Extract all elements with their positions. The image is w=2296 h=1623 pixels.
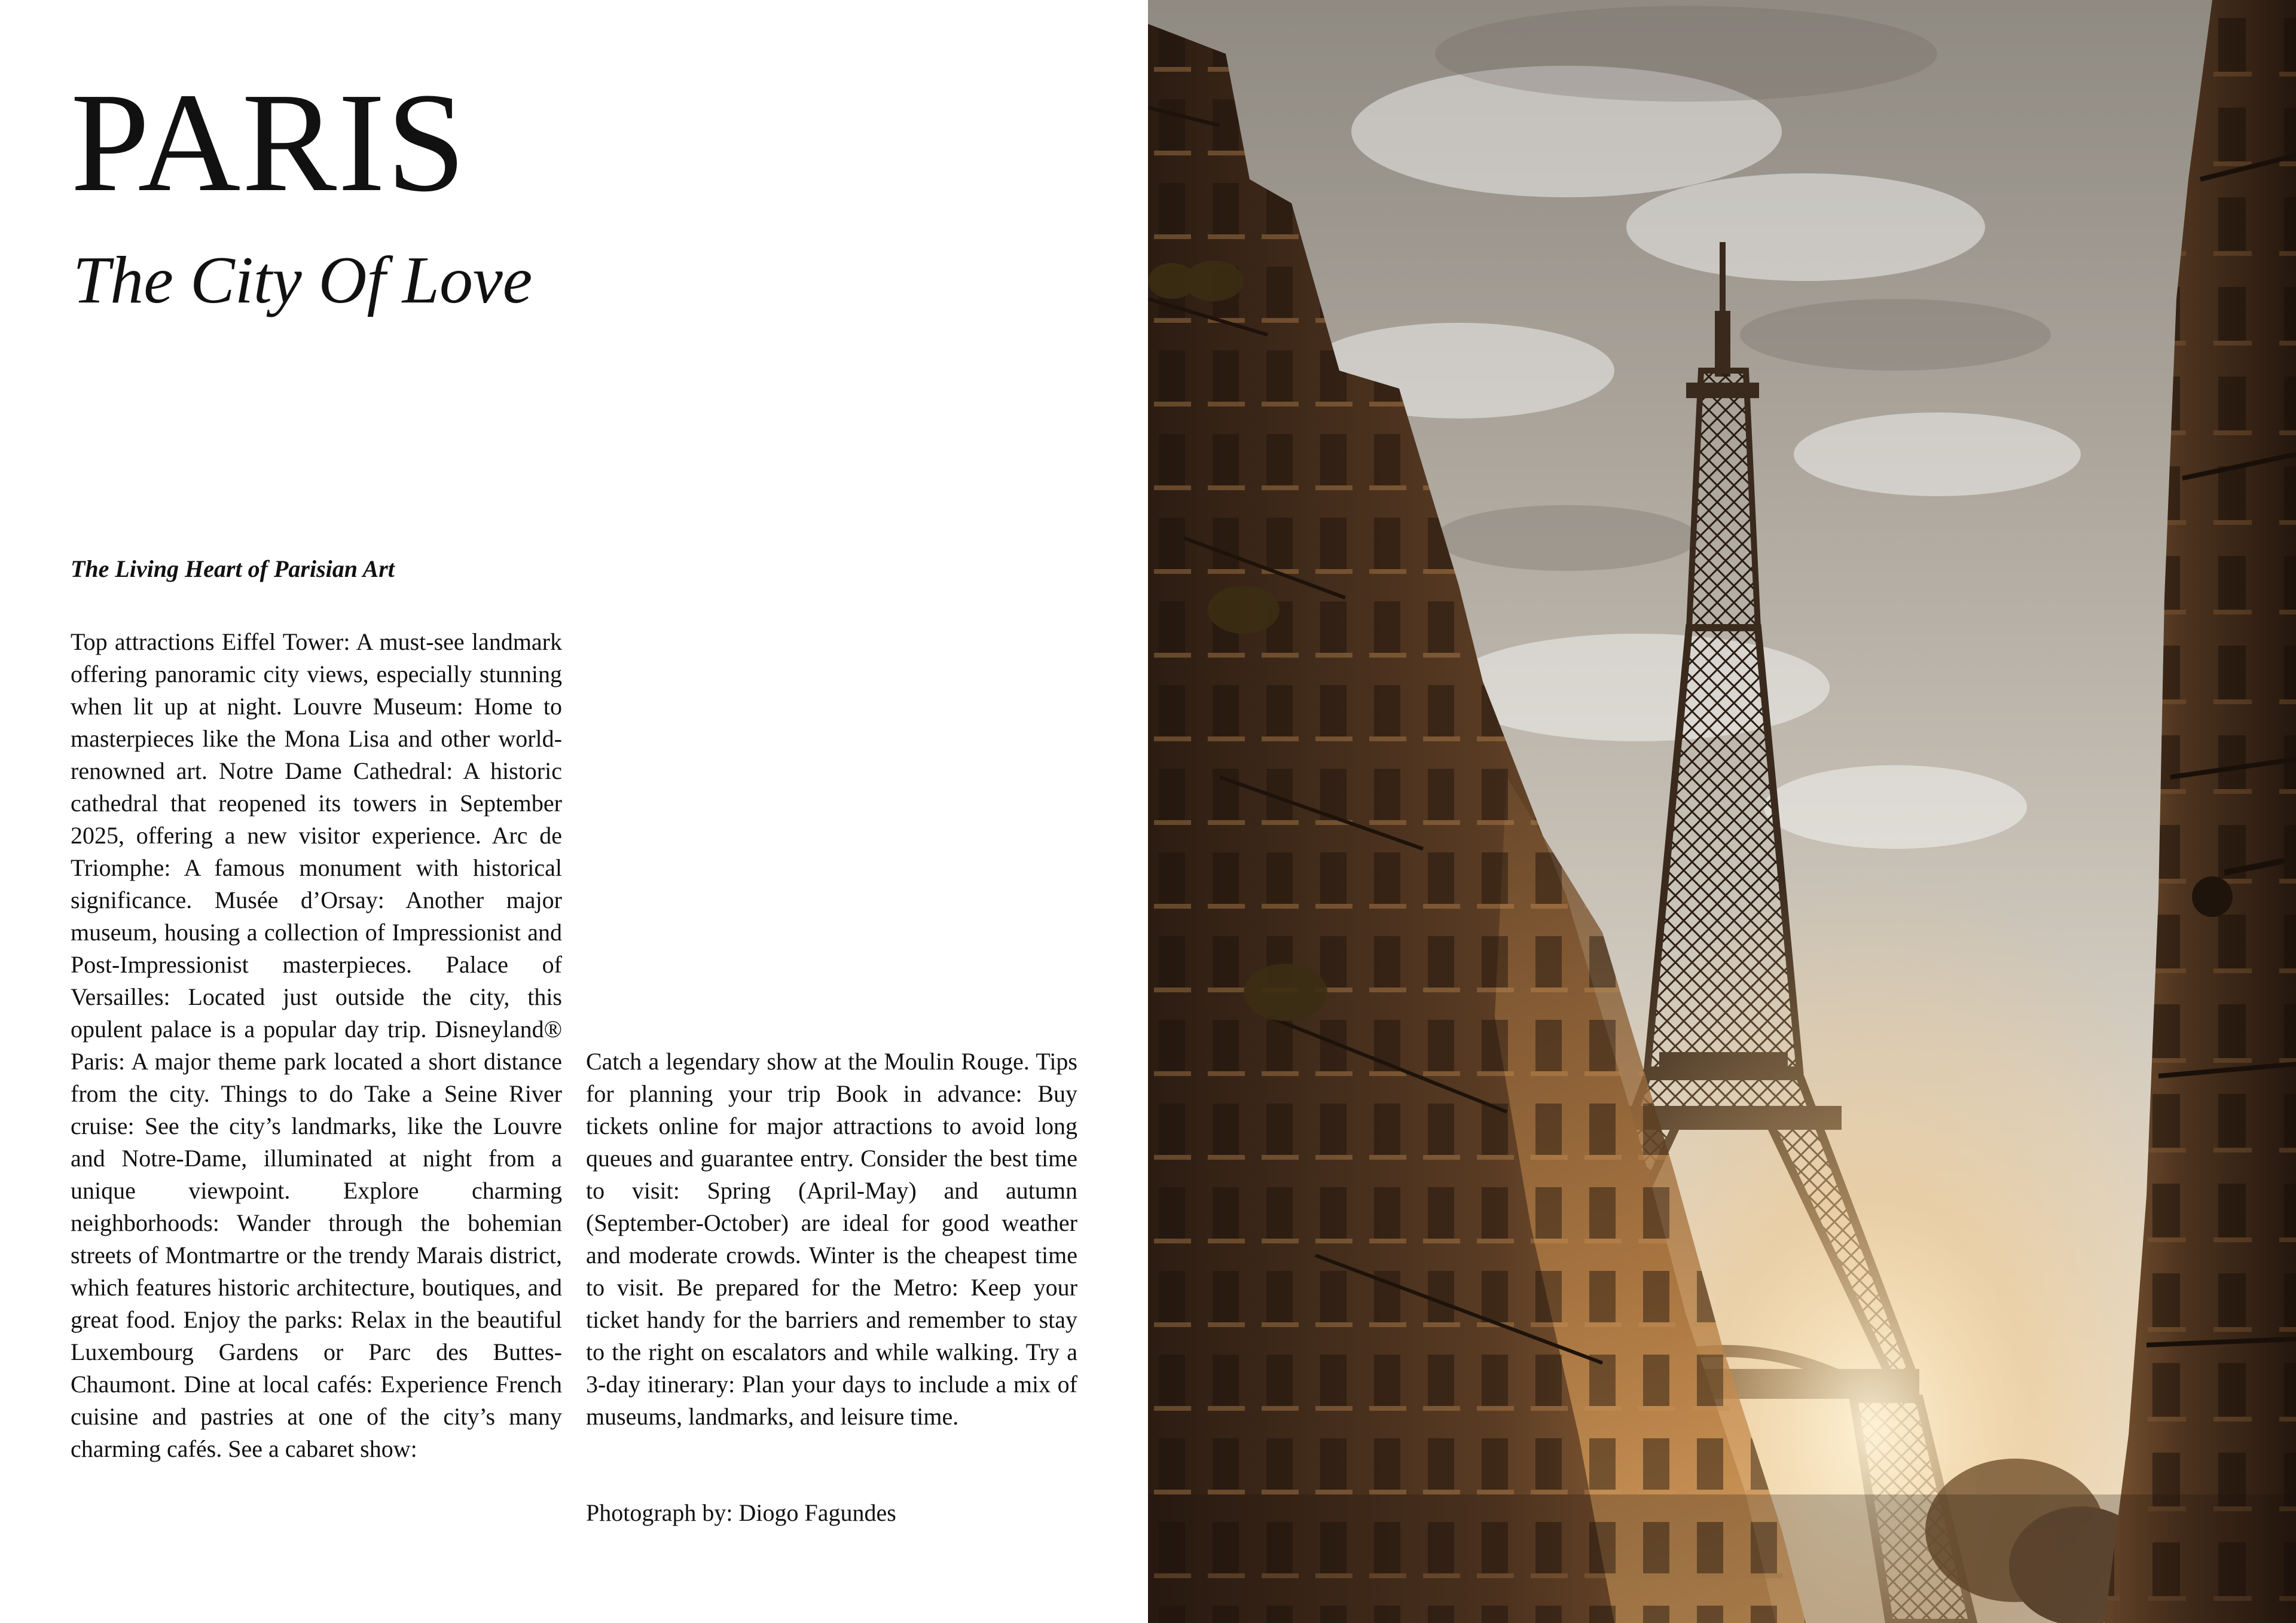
body-column-1: Top attractions Eiffel Tower: A must-see landmark offering panoramic city views, especially stunning when lit up at night. Louvre Museum: Home to masterpieces like the Mona Lisa and other world-renowned art. Notre Dame Cathedral: A historic cathedral that reopened its towers in September 2025, offering a new visitor experience. Arc de Triomphe: A famous monument with historical significance. Musée d’Orsay: Another major museum, housing a collection of Impressionist and Post-Impressionist masterpieces. Palace of Versailles: Located just outside the city, this opulent palace is a popular day trip. Disneyland® Paris: A major theme park located a short distance from the city. Things to do Take a Seine River cruise: See the city’s landmarks, like the Louvre and Notre-Dame, illuminated at night from a unique viewpoint. Explore charming neighborhoods: Wander through the bohemian streets of Montmartre or the trendy Marais district, which features historic architecture, boutiques, and great food. Enjoy the parks: Relax in the beautiful Luxembourg Gardens or Parc des Buttes-Chaumont. Dine at local cafés: Experience French cuisine and pastries at one of the city’s many charming cafés. See a cabaret show: [71, 628, 562, 1462]
photo-credit: Photograph by: Diogo Fagundes [586, 1499, 896, 1526]
section-heading: The Living Heart of Parisian Art [71, 555, 395, 582]
eiffel-tower-illustration [1148, 0, 2296, 1623]
article-subtitle: The City Of Love [73, 243, 533, 317]
body-column-2: Catch a legendary show at the Moulin Rouge. Tips for planning your trip Book in advance: Buy tickets online for major attractions to avoid long queues and guarantee entry. Consider the best time to visit: Spring (April-May) and autumn (September-October) are ideal for good weather and moderate crowds. Winter is the cheapest time to visit. Be prepared for the Metro: Keep your ticket handy for the barriers and remember to stay to the right on escalators and while walking. Try a 3-day itinerary: Plan your days to include a mix of museums, landmarks, and leisure time. [586, 1048, 1077, 1430]
article-title: PARIS [71, 64, 467, 221]
eiffel-tower-photo [1148, 0, 2296, 1623]
